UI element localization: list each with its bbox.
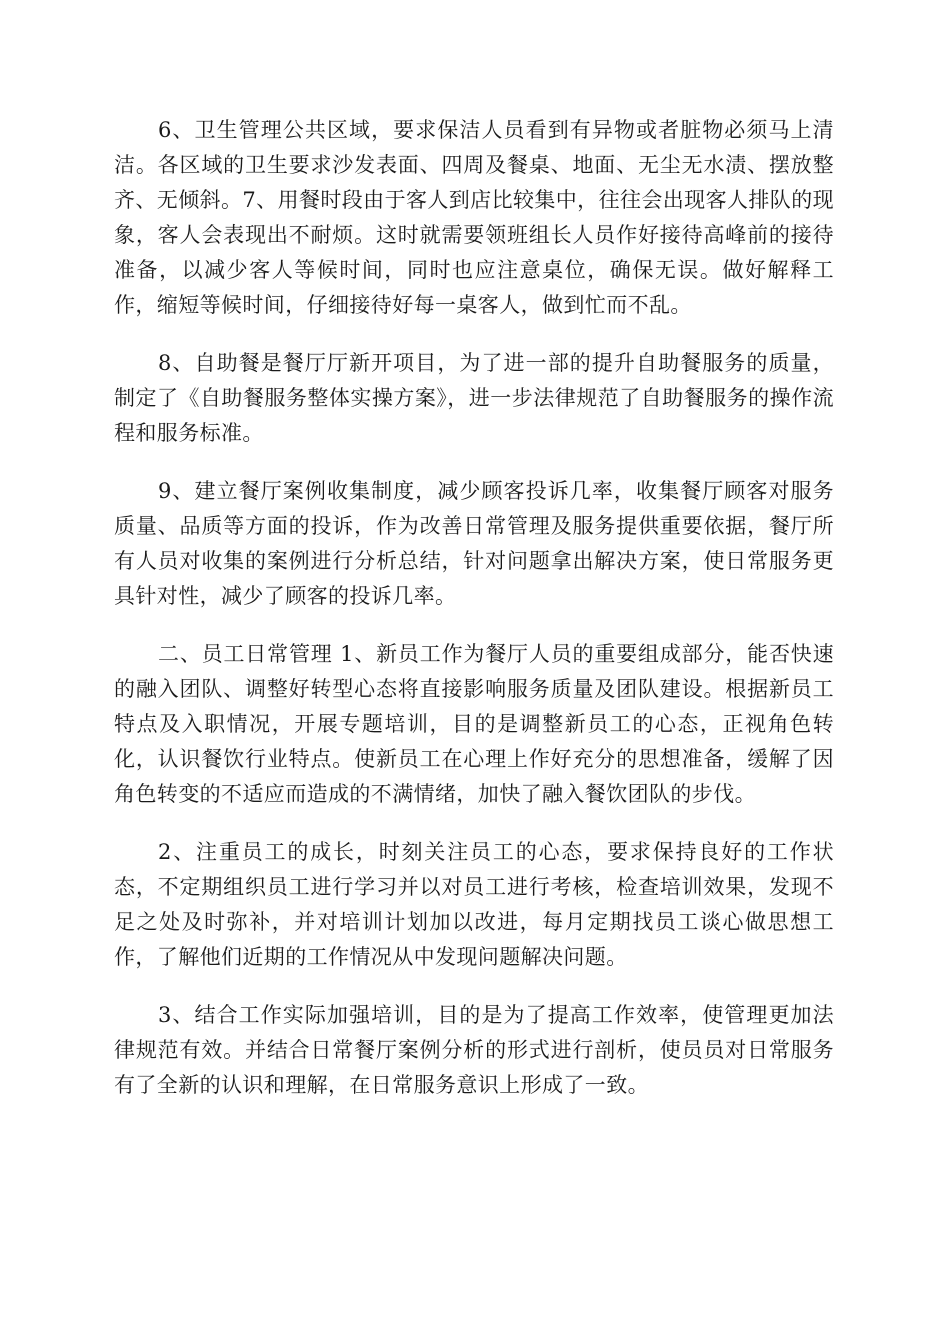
paragraph-hygiene-and-queue: 6、卫生管理公共区域，要求保洁人员看到有异物或者脏物必须马上清洁。各区域的卫生要求沙发表面、四周及餐桌、地面、无尘无水渍、摆放整齐、无倾斜。7、用餐时段由于客人到店比较集中，往往会出现客人排队的现象，客人会表现出不耐烦。这时就需要领班组长人员作好接待高峰前的接待准备，以减少客人等候时间，同时也应注意桌位，确保无误。做好解释工作，缩短等候时间，仔细接待好每一桌客人，做到忙而不乱。 <box>114 118 834 317</box>
paragraph-buffet: 8、自助餐是餐厅厅新开项目，为了进一部的提升自助餐服务的质量，制定了《自助餐服务整体实操方案》，进一步法律规范了自助餐服务的操作流程和服务标准。 <box>114 351 834 445</box>
paragraph-staff-growth: 2、注重员工的成长，时刻关注员工的心态，要求保持良好的工作状态，不定期组织员工进行学习并以对员工进行考核，检查培训效果，发现不足之处及时弥补，并对培训计划加以改进，每月定期找员工谈心做思想工作，了解他们近期的工作情况从中发现问题解决问题。 <box>114 840 834 969</box>
document-body <box>114 113 834 1126</box>
paragraph-training: 3、结合工作实际加强培训，目的是为了提高工作效率，使管理更加法律规范有效。并结合日常餐厅案例分析的形式进行剖析，使员员对日常服务有了全新的认识和理解，在日常服务意识上形成了一致。 <box>114 1003 834 1097</box>
paragraph-case-collection: 9、建立餐厅案例收集制度，减少顾客投诉几率，收集餐厅顾客对服务质量、品质等方面的投诉，作为改善日常管理及服务提供重要依据，餐厅所有人员对收集的案例进行分析总结，针对问题拿出解决方案，使日常服务更具针对性，减少了顾客的投诉几率。 <box>114 479 834 608</box>
paragraph-staff-management: 二、员工日常管理 1、新员工作为餐厅人员的重要组成部分，能否快速的融入团队、调整好转型心态将直接影响服务质量及团队建设。根据新员工特点及入职情况，开展专题培训，目的是调整新员工的心态，正视角色转化，认识餐饮行业特点。使新员工在心理上作好充分的思想准备，缓解了因角色转变的不适应而造成的不满情绪，加快了融入餐饮团队的步伐。 <box>114 642 834 806</box>
